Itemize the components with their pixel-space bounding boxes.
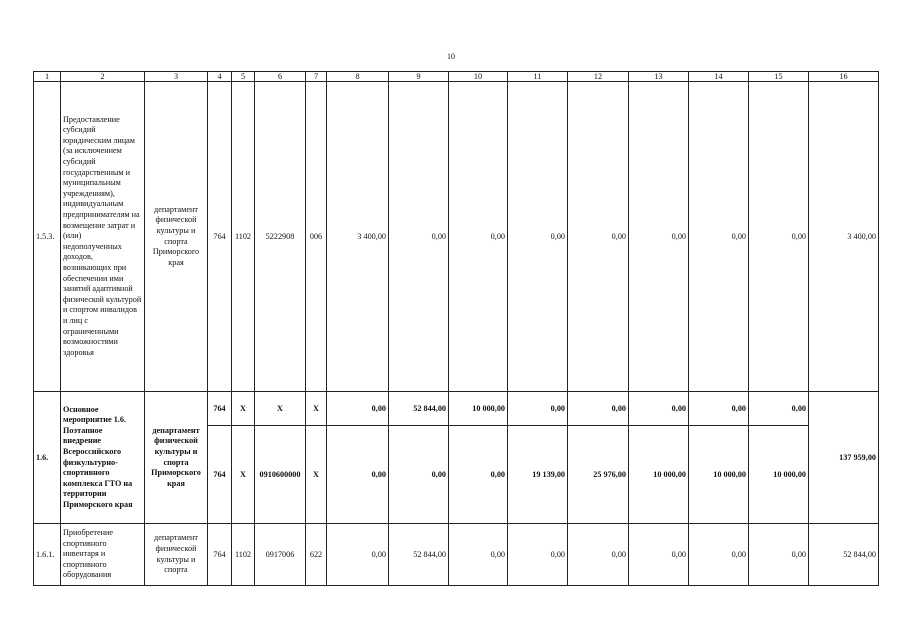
- budget-table: [33, 71, 879, 586]
- row-code: 1.6.1.: [34, 524, 61, 586]
- cell-value: 0,00: [568, 82, 629, 392]
- cell-value: 10 000,00: [749, 426, 809, 524]
- table-row: [34, 82, 879, 392]
- header-row: [34, 72, 879, 82]
- row-department: департамент физической культуры и спорта Приморского края: [145, 82, 208, 392]
- cell-value: 0,00: [689, 82, 749, 392]
- cell-grbs: 764: [208, 426, 232, 524]
- cell-value: 0,00: [629, 82, 689, 392]
- cell-value: 10 000,00: [689, 426, 749, 524]
- cell-target: 5222908: [255, 82, 306, 392]
- cell-type: X: [306, 392, 327, 426]
- table-row: [34, 392, 879, 426]
- cell-value: 0,00: [629, 524, 689, 586]
- cell-value: 0,00: [327, 524, 389, 586]
- header-cell: 4: [208, 72, 232, 82]
- header-cell: 14: [689, 72, 749, 82]
- cell-grbs: 764: [208, 524, 232, 586]
- cell-value: 0,00: [749, 82, 809, 392]
- cell-section: 1102: [232, 82, 255, 392]
- header-cell: 2: [61, 72, 145, 82]
- header-cell: 11: [508, 72, 568, 82]
- cell-value: 25 976,00: [568, 426, 629, 524]
- header-cell: 13: [629, 72, 689, 82]
- row-department: департамент физической культуры и спорта: [145, 524, 208, 586]
- cell-value: 0,00: [327, 426, 389, 524]
- header-cell: 5: [232, 72, 255, 82]
- cell-value: 0,00: [749, 392, 809, 426]
- row-code: 1.6.: [34, 392, 61, 524]
- cell-value: 0,00: [568, 524, 629, 586]
- cell-type: X: [306, 426, 327, 524]
- row-department: департамент физической культуры и спорта Приморского края: [145, 392, 208, 524]
- cell-value: 3 400,00: [327, 82, 389, 392]
- cell-target: X: [255, 392, 306, 426]
- cell-grbs: 764: [208, 392, 232, 426]
- row-name: Предоставление субсидий юридическим лицам (за исключением субсидий государственным и муниципальным учреждениям), индивидуальным предпринимателям на возмещение затрат и (или) недополученных доходов, возникающих при обеспечении ими занятий адаптивной физической культурой и спортом инвалидов и лиц с ограниченными возможностями здоровья: [61, 82, 145, 392]
- header-cell: 1: [34, 72, 61, 82]
- cell-value: 0,00: [449, 82, 508, 392]
- cell-value: 0,00: [749, 524, 809, 586]
- cell-value: 0,00: [508, 524, 568, 586]
- cell-value: 10 000,00: [629, 426, 689, 524]
- header-cell: 12: [568, 72, 629, 82]
- cell-section: X: [232, 392, 255, 426]
- cell-value: 0,00: [629, 392, 689, 426]
- row-code: 1.5.3.: [34, 82, 61, 392]
- cell-value: 19 139,00: [508, 426, 568, 524]
- cell-total: 52 844,00: [809, 524, 879, 586]
- header-cell: 3: [145, 72, 208, 82]
- header-cell: 8: [327, 72, 389, 82]
- cell-grbs: 764: [208, 82, 232, 392]
- cell-section: 1102: [232, 524, 255, 586]
- table-row: [34, 524, 879, 586]
- cell-value: 0,00: [689, 392, 749, 426]
- page-number: 10: [447, 52, 455, 61]
- cell-value: 0,00: [508, 392, 568, 426]
- cell-value: 0,00: [449, 524, 508, 586]
- cell-target: 0910600000: [255, 426, 306, 524]
- cell-value: 52 844,00: [389, 524, 449, 586]
- header-cell: 7: [306, 72, 327, 82]
- cell-value: 0,00: [689, 524, 749, 586]
- cell-value: 10 000,00: [449, 392, 508, 426]
- header-cell: 10: [449, 72, 508, 82]
- header-cell: 16: [809, 72, 879, 82]
- header-cell: 6: [255, 72, 306, 82]
- cell-target: 0917006: [255, 524, 306, 586]
- cell-value: 0,00: [389, 82, 449, 392]
- row-name: Приобретение спортивного инвентаря и спортивного оборудования: [61, 524, 145, 586]
- header-cell: 9: [389, 72, 449, 82]
- cell-total: 3 400,00: [809, 82, 879, 392]
- cell-type: 006: [306, 82, 327, 392]
- cell-value: 0,00: [449, 426, 508, 524]
- cell-value: 0,00: [508, 82, 568, 392]
- cell-total: 137 959,00: [809, 392, 879, 524]
- header-cell: 15: [749, 72, 809, 82]
- cell-type: 622: [306, 524, 327, 586]
- cell-value: 0,00: [327, 392, 389, 426]
- row-name: Основное мероприятие 1.6. Поэтапное внедрение Всероссийского физкультурно-спортивного комплекса ГТО на территории Приморского края: [61, 392, 145, 524]
- cell-value: 0,00: [389, 426, 449, 524]
- cell-value: 52 844,00: [389, 392, 449, 426]
- cell-section: X: [232, 426, 255, 524]
- cell-value: 0,00: [568, 392, 629, 426]
